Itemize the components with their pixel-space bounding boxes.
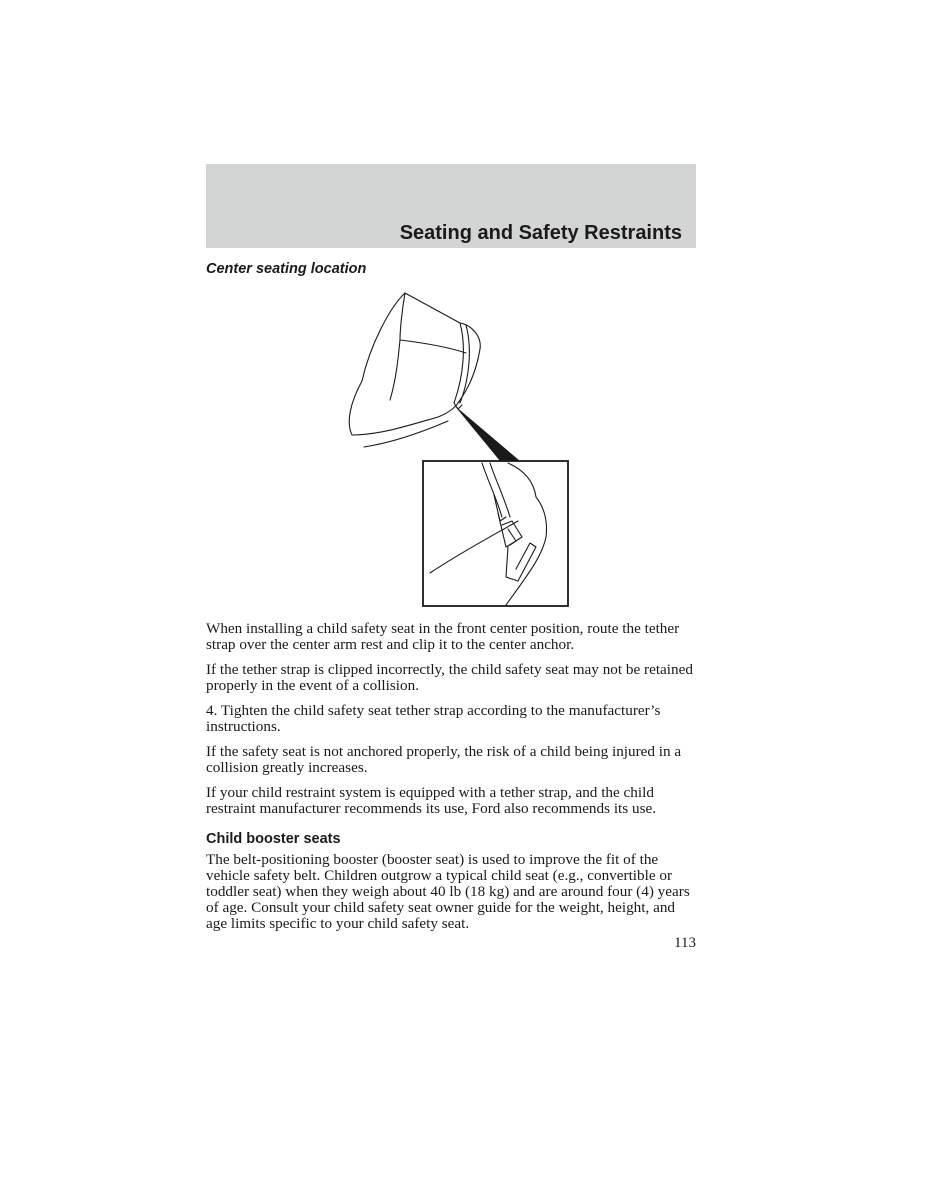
seat-back-outline <box>349 293 480 435</box>
seat-tether-anchor-illustration <box>330 285 580 610</box>
paragraph-tether-recommend: If your child restraint system is equipped with a tether strap, and the child restraint manufacturer recommends its use, Ford also recommends its use. <box>206 784 657 817</box>
page-number: 113 <box>674 935 696 951</box>
header-band <box>206 164 696 248</box>
paragraph-center-install: When installing a child safety seat in the front center position, route the tether strap over the center arm rest and clip it to the center anchor. <box>206 620 680 653</box>
seat-seam-lower <box>390 340 400 400</box>
seat-cushion-line <box>364 421 448 447</box>
seat-seam <box>400 293 466 353</box>
booster-heading: Child booster seats <box>206 831 341 847</box>
seat-bolster <box>454 323 463 403</box>
paragraph-anchor-warning: If the safety seat is not anchored properly, the risk of a child being injured in a collision greatly increases. <box>206 743 682 776</box>
section-subtitle: Center seating location <box>206 261 367 277</box>
pointer-wedge <box>454 405 520 461</box>
body-text <box>206 621 698 941</box>
paragraph-tighten-step: 4. Tighten the child safety seat tether strap according to the manufacturer’s instructions. <box>206 702 661 735</box>
paragraph-booster: The belt-positioning booster (booster seat) is used to improve the fit of the vehicle safety belt. Children outgrow a typical child seat (e.g., convertible or toddler seat) when they weigh about 40 lb (18 kg) and are around four (4) years of age. Consult your child safety seat owner guide for the weight, height, and age limits specific to your child safety seat. <box>206 851 690 932</box>
page-title: Seating and Safety Restraints <box>399 222 682 244</box>
paragraph-clip-warning: If the tether strap is clipped incorrectly, the child safety seat may not be retained properly in the event of a collision. <box>206 661 693 694</box>
seat-bolster-inner <box>460 325 469 403</box>
